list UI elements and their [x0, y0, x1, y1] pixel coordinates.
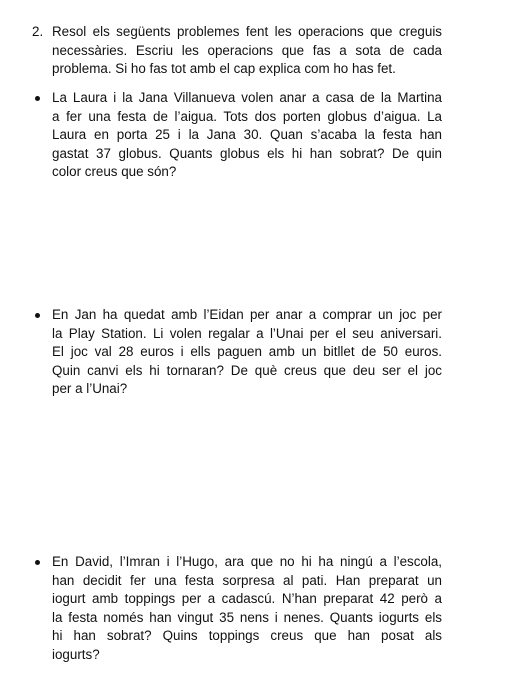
problem-1: [32, 89, 442, 185]
instruction-text: [52, 23, 442, 79]
problem-line: iogurts?: [52, 646, 100, 662]
instruction-line: necessàries. Escriu les operacions que fas a sota de cada: [52, 42, 442, 58]
problem-line: Laura en porta 25 i la Jana 30. Quan s’acaba la festa han: [52, 127, 442, 143]
problem-line: En David, l’Imran i l’Hugo, ara que no hi ha ningú a l’escola,: [52, 554, 442, 569]
instruction-line: problema. Si ho fas tot amb el cap explica com ho has fet.: [52, 61, 396, 77]
bullet-icon: [35, 313, 40, 318]
problem-3-text: [52, 553, 442, 665]
problem-line: han decidit fer una festa sorpresa al pati. Han preparat un: [52, 572, 442, 588]
problem-line: hi han sobrat? Quins toppings creus que han posat als: [52, 628, 442, 644]
problem-line: En Jan ha quedat amb l’Eidan per anar a comprar un joc per: [52, 307, 442, 322]
problem-2: [32, 306, 442, 402]
problem-line: El joc val 28 euros i ells paguen amb un bitllet de 50 euros.: [52, 344, 442, 360]
bullet-icon: [35, 96, 40, 101]
problem-3: [32, 553, 442, 667]
problem-line: per a l’Unai?: [52, 381, 128, 397]
problem-line: color creus que són?: [52, 164, 177, 180]
problem-line: iogurt amb toppings per a cadascú. N’han preparat 42 però a: [52, 591, 442, 607]
problem-line: la festa només han vingut 35 nens i nenes. Quants iogurts els: [52, 609, 442, 625]
problem-line: La Laura i la Jana Villanueva volen anar a casa de la Martina: [52, 90, 442, 105]
problem-line: gastat 37 globus. Quants globus els hi han sobrat? De quin: [52, 145, 442, 161]
problem-1-text: [52, 89, 442, 182]
problem-line: Quin canvi els hi tornaran? De què creus que deu ser el joc: [52, 362, 442, 378]
problem-line: la Play Station. Li volen regalar a l’Unai per el seu aniversari.: [52, 325, 442, 341]
instruction-block: [32, 23, 442, 83]
problem-2-text: [52, 306, 442, 399]
instruction-number: 2.: [32, 24, 44, 39]
instruction-line: Resol els següents problemes fent les operacions que creguis: [52, 24, 442, 39]
problem-line: a fer una festa de l’aigua. Tots dos porten globus d’aigua. La: [52, 108, 442, 124]
bullet-icon: [35, 560, 40, 565]
